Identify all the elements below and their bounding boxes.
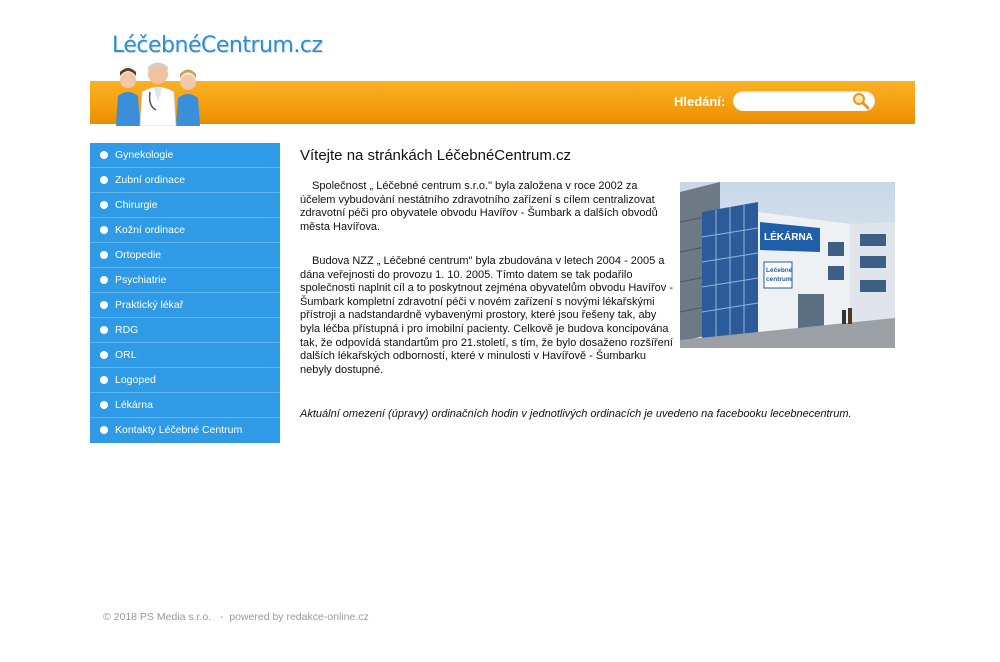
sidebar-item-lekarna[interactable] [90,393,280,418]
doctors-illustration [108,58,208,126]
sidebar-item-label: Zubní ordinace [115,174,186,186]
building-paragraph: Budova NZZ „ Léčebné centrum" byla zbudována v letech 2004 - 2005 a dána veřejnosti do provozu 1. 10. 2005. Tímto datem se tak podařilo společnosti naplnit cíl a to poskytnout zejména obyvatelům obvodu Havířov - Šumbark kompletní zdravotní péči v novém zařízení s novými lékařskými přístroji a nadstandardně vybavenými prostory, které jsou řešeny tak, aby byla léčba přístupná i pro imobilní pacienty. Celkově je budova koncipována tak, že odpovídá standartům pro 21.století, s tím, že bylo dosaženo rozšíření dalších lékařských odborností, které v minulosti v Havířově - Šumbarku nebyly dostupné. [300,255,673,376]
search-icon[interactable] [851,92,871,110]
bullet-icon [100,226,108,234]
sidebar-item-kontakty[interactable] [90,418,280,443]
sidebar-item-orl[interactable] [90,343,280,368]
sidebar-item-label: Lékárna [115,399,153,411]
bullet-icon [100,201,108,209]
sidebar-item-label: Gynekologie [115,149,174,161]
sidebar-item-label: Kožní ordinace [115,224,186,236]
bullet-icon [100,326,108,334]
sidebar-item-logoped[interactable] [90,368,280,393]
photo-sign-centrum: centrum [766,276,792,283]
photo-sign-lekarna: LÉKÁRNA [764,232,813,243]
footer [103,611,369,623]
sidebar-item-kozni-ordinace[interactable] [90,218,280,243]
bullet-icon [100,426,108,434]
page-title: Vítejte na stránkách LéčebnéCentrum.cz [300,147,571,164]
sidebar-item-zubni-ordinace[interactable] [90,168,280,193]
bullet-icon [100,351,108,359]
intro-paragraph: Společnost „ Léčebné centrum s.r.o." byla založena v roce 2002 za účelem vybudování nestátního zdravotního zařízení s cílem centralizovat zdravotní péči pro obyvatele obvodu Havířov - Šumbark a dalších obvodů města Havířova. [300,180,658,233]
bullet-icon [100,301,108,309]
site-logo[interactable]: LéčebnéCentrum.cz [112,33,323,58]
footer-separator: - [219,611,224,623]
sidebar-item-gynekologie[interactable] [90,143,280,168]
bullet-icon [100,376,108,384]
search-box [733,91,875,111]
sidebar-item-label: Logoped [115,374,156,386]
sidebar-item-label: Ortopedie [115,249,162,261]
building-photo [680,182,895,348]
bullet-icon [100,251,108,259]
bullet-icon [100,151,108,159]
sidebar-item-prakticky-lekar[interactable] [90,293,280,318]
bullet-icon [100,401,108,409]
sidebar-item-label: Chirurgie [115,199,158,211]
photo-sign-lecebne: Léčebné [766,267,793,274]
bullet-icon [100,276,108,284]
sidebar-item-label: Psychiatrie [115,274,167,286]
sidebar-item-chirurgie[interactable] [90,193,280,218]
footer-powered-link[interactable]: powered by redakce-online.cz [229,611,369,623]
hours-notice: Aktuální omezení (úpravy) ordinačních hodin v jednotlivých ordinacích je uvedeno na facebooku lecebnecentrum. [300,408,852,420]
sidebar-item-psychiatrie[interactable] [90,268,280,293]
footer-copyright: © 2018 PS Media s.r.o. [103,611,212,623]
sidebar-item-ortopedie[interactable] [90,243,280,268]
sidebar-item-label: RDG [115,324,139,336]
search-input[interactable] [741,93,855,111]
bullet-icon [100,176,108,184]
sidebar-item-label: Praktický lékař [115,299,184,311]
search-label: Hledání: [674,94,726,109]
sidebar-menu [90,143,280,443]
sidebar-item-label: Kontakty Léčebné Centrum [115,424,243,436]
sidebar-item-label: ORL [115,349,137,361]
sidebar-item-rdg[interactable] [90,318,280,343]
